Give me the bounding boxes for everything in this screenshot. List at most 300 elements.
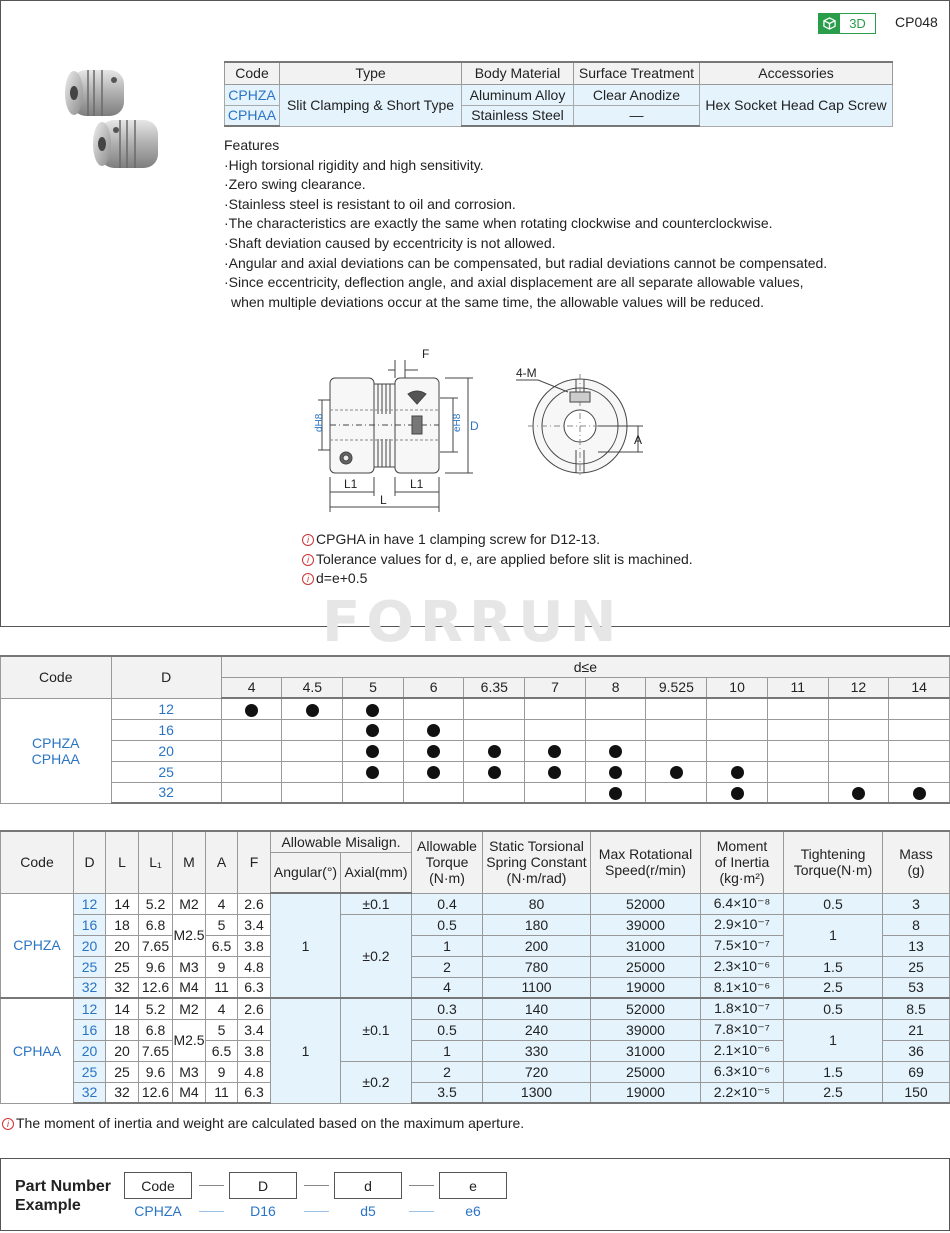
- spec-code-link[interactable]: CPHAA: [1, 998, 74, 1103]
- spec-inertia-value: 2.2×10⁻⁵: [701, 1082, 784, 1103]
- compat-cell: [221, 740, 282, 761]
- spec-d-value: 20: [74, 1040, 106, 1061]
- spec-torque-value: 2: [412, 1061, 483, 1082]
- note-text: d=e+0.5: [316, 570, 368, 587]
- compat-cell: [403, 719, 464, 740]
- compat-cell: [343, 782, 404, 803]
- spec-spring-value: 80: [483, 893, 591, 914]
- dim-l: L: [380, 493, 387, 507]
- compat-cell: [889, 719, 950, 740]
- dim-f: F: [422, 347, 430, 361]
- feature-item: ·Stainless steel is resistant to oil and corrosion.: [224, 195, 516, 212]
- spec-torque-value: 1: [412, 935, 483, 956]
- compat-size-header: 9.525: [646, 677, 707, 698]
- coupling-product-image: [58, 64, 168, 176]
- compat-cell: [828, 719, 889, 740]
- spec-spring-value: 240: [483, 1019, 591, 1040]
- spec-m-value: M4: [173, 1082, 206, 1103]
- spec-header-angular: Angular(°): [271, 852, 341, 893]
- compat-cell: [464, 719, 525, 740]
- available-dot: [488, 766, 501, 779]
- available-dot: [670, 766, 683, 779]
- compat-cell: [525, 782, 586, 803]
- available-dot: [366, 745, 379, 758]
- spec-header-code: Code: [1, 831, 74, 893]
- compat-cell: [282, 698, 343, 719]
- spec-spring-value: 200: [483, 935, 591, 956]
- spec-l-value: 14: [106, 893, 139, 914]
- part-number-example: [0, 1158, 950, 1231]
- compat-cell: [221, 698, 282, 719]
- spec-header-mass: [883, 831, 950, 893]
- compat-d-value: 16: [111, 719, 221, 740]
- spec-a-value: 5: [206, 914, 238, 935]
- compat-cell: [403, 782, 464, 803]
- spec-spring-value: 1300: [483, 1082, 591, 1103]
- compat-cell: [828, 740, 889, 761]
- compat-d-value: 12: [111, 698, 221, 719]
- dim-l1-left: L1: [344, 477, 358, 491]
- available-dot: [306, 704, 319, 717]
- accessories-cell: Hex Socket Head Cap Screw: [700, 84, 893, 126]
- 3d-label: 3D: [849, 16, 866, 31]
- compat-cell: [646, 740, 707, 761]
- title-line: Example: [15, 1197, 81, 1214]
- compat-cell: [221, 719, 282, 740]
- spec-l1-value: 9.6: [139, 1061, 173, 1082]
- compat-cell: [585, 761, 646, 782]
- spec-d-value: 25: [74, 956, 106, 977]
- spec-header-tightening: [784, 831, 883, 893]
- spec-spring-value: 140: [483, 998, 591, 1019]
- spec-a-value: 9: [206, 956, 238, 977]
- compat-size-header: 5: [343, 677, 404, 698]
- spec-spring-value: 720: [483, 1061, 591, 1082]
- spec-d-value: 32: [74, 1082, 106, 1103]
- spec-m-value: M3: [173, 956, 206, 977]
- compat-cell: [767, 719, 828, 740]
- compat-cell: [889, 761, 950, 782]
- specification-table: [0, 830, 950, 1104]
- inertia-note: [2, 1115, 524, 1131]
- code-cphza-link[interactable]: CPHZA: [225, 84, 280, 105]
- spec-code-link[interactable]: CPHZA: [1, 893, 74, 998]
- type-cell: Slit Clamping & Short Type: [280, 84, 462, 126]
- compat-cell: [343, 740, 404, 761]
- spec-d-value: 20: [74, 935, 106, 956]
- spec-inertia-value: 2.3×10⁻⁶: [701, 956, 784, 977]
- spec-speed-value: 19000: [591, 977, 701, 998]
- compat-cell: [464, 740, 525, 761]
- spec-header-line: Mass: [899, 846, 933, 863]
- spec-header-line: of Inertia: [714, 854, 770, 871]
- pn-separator: [304, 1185, 329, 1186]
- compat-size-header: 4.5: [282, 677, 343, 698]
- spec-a-value: 11: [206, 977, 238, 998]
- code-cphaa-link[interactable]: CPHAA: [225, 105, 280, 126]
- spec-torque-value: 2: [412, 956, 483, 977]
- dim-4m: 4-M: [516, 366, 537, 380]
- spec-f-value: 2.6: [238, 998, 271, 1019]
- spec-mass-value: 25: [883, 956, 950, 977]
- spec-tightening-value: 2.5: [784, 977, 883, 998]
- pn-field-d: D: [229, 1172, 297, 1199]
- spec-header-line: Torque(N·m): [793, 862, 873, 879]
- spec-speed-value: 39000: [591, 1019, 701, 1040]
- compat-cell: [585, 719, 646, 740]
- spec-l-value: 32: [106, 977, 139, 998]
- spec-l1-value: 9.6: [139, 956, 173, 977]
- spec-inertia-value: 2.9×10⁻⁷: [701, 914, 784, 935]
- pn-value-code: CPHZA: [134, 1203, 182, 1219]
- compat-code-link[interactable]: CPHAA: [31, 750, 80, 767]
- compat-header-d: D: [111, 656, 221, 698]
- spec-tightening-value: 0.5: [784, 998, 883, 1019]
- available-dot: [366, 766, 379, 779]
- spec-axial-value: ±0.1: [341, 893, 412, 914]
- title-line: Part Number: [15, 1178, 112, 1195]
- spec-l1-value: 7.65: [139, 935, 173, 956]
- spec-header-line: Moment: [716, 838, 768, 855]
- compat-cell: [282, 761, 343, 782]
- pn-value-e: e6: [465, 1203, 481, 1219]
- available-dot: [913, 787, 926, 800]
- spec-header-line: Allowable: [417, 838, 477, 855]
- spec-l-value: 32: [106, 1082, 139, 1103]
- pn-separator: [304, 1211, 329, 1212]
- spec-f-value: 6.3: [238, 1082, 271, 1103]
- available-dot: [731, 787, 744, 800]
- spec-header-inertia: [701, 831, 784, 893]
- spec-mass-value: 69: [883, 1061, 950, 1082]
- pn-separator: [199, 1211, 224, 1212]
- header-body-material: Body Material: [462, 62, 574, 84]
- spec-tightening-value: 1.5: [784, 956, 883, 977]
- spec-a-value: 9: [206, 1061, 238, 1082]
- spec-speed-value: 52000: [591, 998, 701, 1019]
- spec-inertia-value: 7.8×10⁻⁷: [701, 1019, 784, 1040]
- bore-compatibility-table: [0, 655, 950, 804]
- spec-torque-value: 0.3: [412, 998, 483, 1019]
- spec-angular-value: 1: [271, 893, 341, 998]
- spec-header-axial: Axial(mm): [341, 852, 412, 893]
- compat-cell: [767, 740, 828, 761]
- spec-axial-value: ±0.1: [341, 998, 412, 1061]
- feature-item: ·The characteristics are exactly the same when rotating clockwise and counterclockwise.: [224, 215, 773, 232]
- treatment-cell: —: [574, 105, 700, 126]
- compat-cell: [403, 698, 464, 719]
- compat-cell: [828, 782, 889, 803]
- compat-cell: [525, 719, 586, 740]
- pn-separator: [409, 1185, 434, 1186]
- feature-item: when multiple deviations occur at the same time, the allowable values will be reduced.: [231, 293, 765, 310]
- compat-cell: [707, 719, 768, 740]
- pn-field-code: Code: [124, 1172, 192, 1199]
- note-text: Tolerance values for d, e, are applied before slit is machined.: [316, 550, 693, 567]
- compat-cell: [889, 698, 950, 719]
- header-code: Code: [225, 62, 280, 84]
- spec-inertia-value: 7.5×10⁻⁷: [701, 935, 784, 956]
- spec-speed-value: 25000: [591, 956, 701, 977]
- compat-d-value: 32: [111, 782, 221, 803]
- header-type: Type: [280, 62, 462, 84]
- compat-size-header: 7: [525, 677, 586, 698]
- spec-header-spring: [483, 831, 591, 893]
- spec-mass-value: 150: [883, 1082, 950, 1103]
- compat-cell: [464, 698, 525, 719]
- compat-cell: [525, 761, 586, 782]
- spec-l-value: 18: [106, 1019, 139, 1040]
- available-dot: [852, 787, 865, 800]
- header-accessories: Accessories: [700, 62, 893, 84]
- info-icon: i: [2, 1118, 14, 1130]
- spec-speed-value: 31000: [591, 1040, 701, 1061]
- spec-a-value: 4: [206, 998, 238, 1019]
- spec-header-a: A: [206, 831, 238, 893]
- compat-cell: [343, 719, 404, 740]
- features-list: [224, 136, 827, 312]
- spec-d-value: 16: [74, 1019, 106, 1040]
- compat-code-link[interactable]: CPHZA: [32, 734, 80, 751]
- spec-l1-value: 5.2: [139, 893, 173, 914]
- spec-f-value: 3.4: [238, 914, 271, 935]
- spec-a-value: 5: [206, 1019, 238, 1040]
- spec-a-value: 4: [206, 893, 238, 914]
- spec-tightening-value: 1.5: [784, 1061, 883, 1082]
- feature-item: ·Angular and axial deviations can be compensated, but radial deviations cannot be compensated.: [224, 254, 828, 271]
- spec-inertia-value: 8.1×10⁻⁶: [701, 977, 784, 998]
- spec-axial-value: ±0.2: [341, 914, 412, 998]
- pn-field-d-small: d: [334, 1172, 402, 1199]
- brand-watermark: FORRUN: [322, 590, 623, 655]
- compat-cell: [525, 698, 586, 719]
- note-text: CPGHA in have 1 clamping screw for D12-13.: [316, 531, 601, 547]
- compat-size-header: 4: [221, 677, 282, 698]
- spec-d-value: 12: [74, 893, 106, 914]
- cube-icon: [819, 14, 840, 33]
- spec-inertia-value: 6.4×10⁻⁸: [701, 893, 784, 914]
- pn-value-d-small: d5: [360, 1203, 376, 1219]
- material-cell: Stainless Steel: [462, 105, 574, 126]
- compat-size-header: 14: [889, 677, 950, 698]
- available-dot: [366, 724, 379, 737]
- dimension-drawing: [298, 344, 658, 514]
- dim-a: A: [634, 433, 643, 447]
- spec-a-value: 6.5: [206, 935, 238, 956]
- part-number-title: [15, 1177, 111, 1215]
- compat-cell: [646, 698, 707, 719]
- compat-cell: [889, 740, 950, 761]
- spec-l-value: 14: [106, 998, 139, 1019]
- compat-cell: [343, 698, 404, 719]
- spec-m-value: M2: [173, 893, 206, 914]
- dim-eh8: eH8: [452, 413, 463, 432]
- spec-header-line: (N·m/rad): [506, 870, 567, 887]
- spec-mass-value: 8: [883, 914, 950, 935]
- spec-l-value: 25: [106, 1061, 139, 1082]
- spec-spring-value: 1100: [483, 977, 591, 998]
- spec-inertia-value: 2.1×10⁻⁶: [701, 1040, 784, 1061]
- compat-cell: [585, 740, 646, 761]
- compat-cell: [282, 740, 343, 761]
- available-dot: [366, 704, 379, 717]
- compat-cell: [403, 740, 464, 761]
- spec-header-misalign: Allowable Misalign.: [271, 831, 412, 852]
- compat-code-cell: [1, 698, 112, 803]
- spec-f-value: 4.8: [238, 1061, 271, 1082]
- spec-torque-value: 3.5: [412, 1082, 483, 1103]
- spec-mass-value: 36: [883, 1040, 950, 1061]
- spec-f-value: 2.6: [238, 893, 271, 914]
- spec-torque-value: 0.5: [412, 914, 483, 935]
- compat-cell: [403, 761, 464, 782]
- feature-item: ·Since eccentricity, deflection angle, and axial displacement are all separate allowable values,: [224, 274, 804, 291]
- compat-d-value: 20: [111, 740, 221, 761]
- spec-header-line: Torque: [425, 854, 469, 871]
- spec-l1-value: 12.6: [139, 1082, 173, 1103]
- spec-speed-value: 52000: [591, 893, 701, 914]
- compat-size-header: 8: [585, 677, 646, 698]
- available-dot: [427, 766, 440, 779]
- spec-l-value: 20: [106, 1040, 139, 1061]
- drawing-notes: [302, 530, 693, 589]
- compat-cell: [646, 761, 707, 782]
- compat-cell: [221, 782, 282, 803]
- spec-speed-value: 39000: [591, 914, 701, 935]
- spec-header-line: (N·m): [429, 870, 465, 887]
- compat-cell: [707, 740, 768, 761]
- spec-m-value: M2: [173, 998, 206, 1019]
- spec-m-value: M4: [173, 977, 206, 998]
- spec-spring-value: 780: [483, 956, 591, 977]
- spec-spring-value: 330: [483, 1040, 591, 1061]
- page-code: CP048: [895, 14, 938, 30]
- spec-torque-value: 0.4: [412, 893, 483, 914]
- feature-item: ·High torsional rigidity and high sensitivity.: [224, 156, 484, 173]
- spec-header-f: F: [238, 831, 271, 893]
- available-dot: [245, 704, 258, 717]
- feature-item: ·Zero swing clearance.: [224, 176, 366, 193]
- spec-d-value: 32: [74, 977, 106, 998]
- compat-cell: [767, 761, 828, 782]
- spec-inertia-value: 1.8×10⁻⁷: [701, 998, 784, 1019]
- features-title: Features: [224, 137, 280, 153]
- spec-inertia-value: 6.3×10⁻⁶: [701, 1061, 784, 1082]
- spec-mass-value: 8.5: [883, 998, 950, 1019]
- spec-torque-value: 0.5: [412, 1019, 483, 1040]
- spec-axial-value: ±0.2: [341, 1061, 412, 1103]
- compat-size-header: 10: [707, 677, 768, 698]
- compat-cell: [282, 719, 343, 740]
- spec-header-d: D: [74, 831, 106, 893]
- spec-f-value: 6.3: [238, 977, 271, 998]
- compat-cell: [464, 761, 525, 782]
- spec-mass-value: 13: [883, 935, 950, 956]
- spec-torque-value: 4: [412, 977, 483, 998]
- compat-cell: [767, 782, 828, 803]
- available-dot: [609, 766, 622, 779]
- spec-tightening-value: 1: [784, 1019, 883, 1061]
- info-icon: i: [302, 554, 314, 566]
- compat-cell: [828, 698, 889, 719]
- spec-a-value: 6.5: [206, 1040, 238, 1061]
- spec-mass-value: 3: [883, 893, 950, 914]
- compat-cell: [646, 782, 707, 803]
- header-surface-treatment: Surface Treatment: [574, 62, 700, 84]
- available-dot: [427, 724, 440, 737]
- spec-f-value: 3.8: [238, 1040, 271, 1061]
- available-dot: [488, 745, 501, 758]
- spec-tightening-value: 1: [784, 914, 883, 956]
- spec-a-value: 11: [206, 1082, 238, 1103]
- pn-value-d: D16: [250, 1203, 276, 1219]
- compat-cell: [646, 719, 707, 740]
- spec-mass-value: 53: [883, 977, 950, 998]
- spec-l-value: 20: [106, 935, 139, 956]
- spec-l1-value: 7.65: [139, 1040, 173, 1061]
- spec-tightening-value: 0.5: [784, 893, 883, 914]
- compat-size-header: 6: [403, 677, 464, 698]
- spec-f-value: 3.4: [238, 1019, 271, 1040]
- compat-cell: [464, 782, 525, 803]
- spec-header-line: Spring Constant: [486, 854, 587, 871]
- spec-speed-value: 19000: [591, 1082, 701, 1103]
- spec-tightening-value: 2.5: [784, 1082, 883, 1103]
- spec-header-line: (g): [907, 862, 925, 879]
- spec-header-line: Max Rotational: [598, 846, 693, 863]
- compat-d-value: 25: [111, 761, 221, 782]
- compat-header-de: d≤e: [221, 656, 949, 677]
- compat-cell: [585, 782, 646, 803]
- spec-header-line: Static Torsional: [489, 838, 584, 855]
- available-dot: [548, 766, 561, 779]
- available-dot: [427, 745, 440, 758]
- spec-l1-value: 5.2: [139, 998, 173, 1019]
- compat-cell: [707, 782, 768, 803]
- spec-d-value: 25: [74, 1061, 106, 1082]
- note-text: The moment of inertia and weight are calculated based on the maximum aperture.: [16, 1115, 525, 1131]
- available-dot: [548, 745, 561, 758]
- compat-cell: [767, 698, 828, 719]
- material-cell: Aluminum Alloy: [462, 84, 574, 105]
- spec-l-value: 18: [106, 914, 139, 935]
- available-dot: [609, 745, 622, 758]
- spec-f-value: 4.8: [238, 956, 271, 977]
- spec-speed-value: 31000: [591, 935, 701, 956]
- pn-field-e: e: [439, 1172, 507, 1199]
- info-icon: i: [302, 573, 314, 585]
- compat-cell: [221, 761, 282, 782]
- available-dot: [609, 787, 622, 800]
- spec-m-value: M2.5: [173, 1019, 206, 1061]
- compat-size-header: 12: [828, 677, 889, 698]
- spec-mass-value: 21: [883, 1019, 950, 1040]
- spec-header-l: L: [106, 831, 139, 893]
- spec-speed-value: 25000: [591, 1061, 701, 1082]
- spec-header-line: Tightening: [800, 846, 866, 863]
- dim-d-outer: D: [470, 419, 479, 433]
- 3d-model-button[interactable]: [818, 13, 876, 34]
- spec-m-value: M2.5: [173, 914, 206, 956]
- compat-cell: [828, 761, 889, 782]
- spec-l1-value: 6.8: [139, 1019, 173, 1040]
- spec-l1-value: 12.6: [139, 977, 173, 998]
- available-dot: [731, 766, 744, 779]
- compat-size-header: 6.35: [464, 677, 525, 698]
- spec-f-value: 3.8: [238, 935, 271, 956]
- compat-cell: [282, 782, 343, 803]
- spec-l-value: 25: [106, 956, 139, 977]
